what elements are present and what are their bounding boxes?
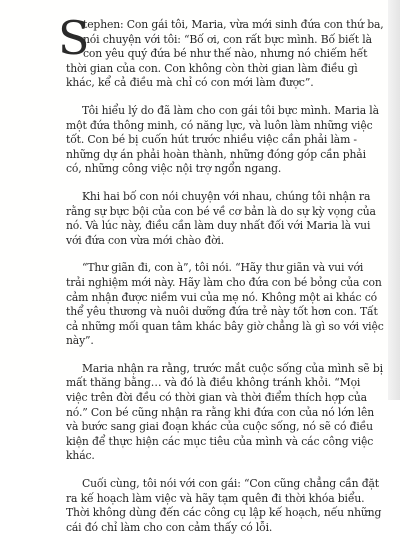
paragraph-6: Cuối cùng, tôi nói với con gái: “Con cũng chẳng cần đặt ra kế hoạch làm việc và hãy tạm quên đi thời khóa biểu. Thời không dùng đến các công cụ lập kế hoạch, nếu những cái đó chỉ làm cho con cảm thấy có lỗi. <box>66 477 382 534</box>
drop-cap: S <box>58 11 90 65</box>
paragraph-5: Maria nhận ra rằng, trước mắt cuộc sống của mình sẽ bị mất thăng bằng… và đó là điều không tránh khỏi. “Mọi việc trên đời đều có thời gian và thời điểm thích hợp của nó.” Con bé cũng nhận ra rằng khi đứa con của nó lớn lên và bước sang giai đoạn khác của cuộc sống, nó sẽ có điều kiện để thực hiện các mục tiêu của mình và các công việc khác. <box>66 361 383 463</box>
paragraph-1 <box>58 11 384 91</box>
paragraph-3: Khi hai bố con nói chuyện với nhau, chúng tôi nhận ra rằng sự bực bội của con bé về cơ bản là do sự kỳ vọng của nó. Và lúc này, điều cần làm duy nhất đối với Maria là vui với đứa con vừa mới chào đời. <box>66 189 376 247</box>
paragraph-4: “Thư giãn đi, con à”, tôi nói. “Hãy thư giãn và vui với trải nghiệm mới này. Hãy làm cho đứa con bé bỏng của con cảm nhận được niềm vui của mẹ nó. Không một ai khác có thể yêu thương và nuôi dưỡng đứa trẻ này tốt hơn con. Tất cả những mối quan tâm khác bây giờ chẳng là gì so với việc này”. <box>66 261 384 348</box>
paragraph-2: Tôi hiểu lý do đã làm cho con gái tôi bực mình. Maria là một đứa thông minh, có năng lực, và luôn làm những việc tốt. Con bé bị cuốn hút trước nhiều việc cần phải làm - những dự án phải hoàn thành, những đóng góp cần phải có, những công việc nội trợ ngổn ngang. <box>66 103 379 176</box>
body-text <box>58 11 384 548</box>
page-edge-shadow <box>388 0 400 400</box>
paragraph-1-text: tephen: Con gái tôi, Maria, vừa mới sinh đứa con thứ ba, nói chuyện với tôi: “Bố ơi, con rất bực mình. Bố biết là con yêu quý đứa bé như thế nào, nhưng nó chiếm hết thời gian của con. Con không còn thời gian làm điều gì khác, kể cả điều mà chỉ có con mới làm được”. <box>66 18 384 90</box>
